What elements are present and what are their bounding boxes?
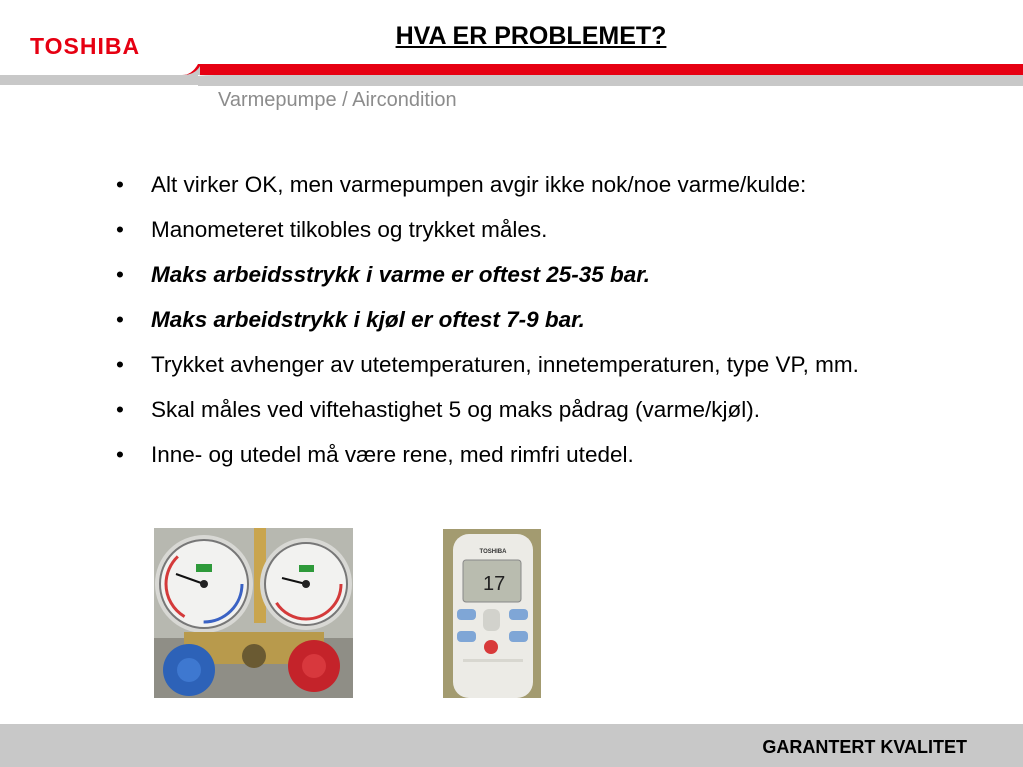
- bullet-item: [114, 215, 974, 245]
- bullet-marker: •: [116, 172, 124, 197]
- bullet-list: [114, 170, 974, 485]
- grey-band-tail: [198, 75, 1023, 86]
- footer-bar: [0, 724, 1023, 767]
- toshiba-logo: TOSHIBA: [30, 33, 141, 59]
- bullet-text: Maks arbeidstrykk i kjøl er oftest 7-9 bar.: [151, 307, 585, 332]
- bullet-marker: •: [116, 217, 124, 242]
- remote-control-photo: [443, 529, 541, 698]
- svg-text:17: 17: [483, 573, 506, 595]
- bullet-item: [114, 260, 974, 290]
- bullet-marker: •: [116, 352, 124, 377]
- bullet-item: [114, 395, 974, 425]
- power-button: [484, 640, 498, 654]
- bullet-text: Manometeret tilkobles og trykket måles.: [151, 217, 548, 242]
- manometer-photo: [154, 528, 353, 698]
- grey-band: [0, 68, 198, 85]
- bullet-marker: •: [116, 262, 124, 287]
- bullet-marker: •: [116, 397, 124, 422]
- bullet-marker: •: [116, 442, 124, 467]
- red-band: [182, 64, 1023, 75]
- bullet-item: [114, 305, 974, 335]
- bullet-item: [114, 350, 974, 380]
- bullet-item: [114, 170, 974, 200]
- bullet-item: [114, 440, 974, 470]
- remote-brand: TOSHIBA: [479, 549, 507, 555]
- header-bands: [0, 60, 1023, 90]
- footer-slogan: GARANTERT KVALITET: [762, 737, 967, 757]
- bullet-text: Trykket avhenger av utetemperaturen, innetemperaturen, type VP, mm.: [151, 352, 859, 377]
- bullet-marker: •: [116, 307, 124, 332]
- page-title: HVA ER PROBLEMET?: [395, 22, 667, 50]
- bullet-text: Maks arbeidsstrykk i varme er oftest 25-35 bar.: [151, 262, 651, 287]
- subtitle: Varmepumpe / Aircondition: [218, 89, 457, 111]
- bullet-text: Inne- og utedel må være rene, med rimfri utedel.: [151, 442, 634, 467]
- bullet-text: Skal måles ved viftehastighet 5 og maks pådrag (varme/kjøl).: [151, 397, 761, 422]
- bullet-text: Alt virker OK, men varmepumpen avgir ikke nok/noe varme/kulde:: [151, 172, 807, 197]
